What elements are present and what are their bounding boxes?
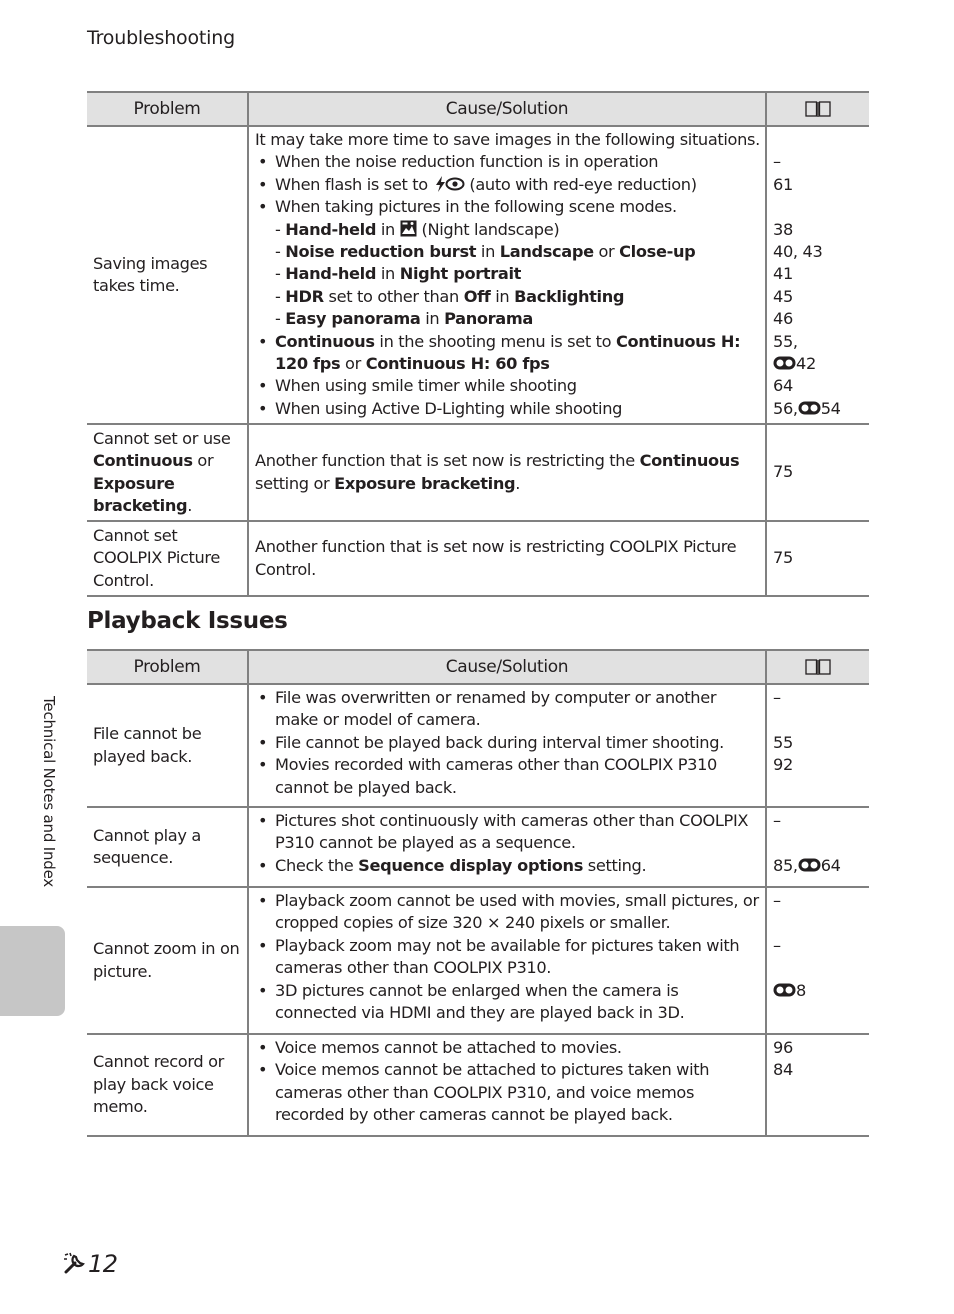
table-header-row <box>87 92 869 126</box>
reference-cell: 96 84 <box>766 1034 869 1136</box>
page-number: 12 <box>62 1250 118 1278</box>
side-tab-label: Technical Notes and Index <box>40 696 58 888</box>
reference-cell: – – 8 <box>766 887 869 1034</box>
list-item: • When the noise reduction function is in operation <box>255 151 761 173</box>
problem-cell: Cannot set COOLPIX Picture Control. <box>87 521 248 596</box>
problem-cell: Cannot zoom in on picture. <box>87 887 248 1034</box>
list-item: • Voice memos cannot be attached to movies. <box>255 1037 761 1059</box>
list-item: • Check the Sequence display options setting. <box>255 855 761 877</box>
page-header-title: Troubleshooting <box>87 27 235 49</box>
cause-column-header: Cause/Solution <box>248 650 766 684</box>
cause-cell: Another function that is set now is restricting COOLPIX Picture Control. <box>248 521 766 596</box>
problem-cell: File cannot be played back. <box>87 684 248 807</box>
problem-column-header: Problem <box>87 92 248 126</box>
flash-red-eye-icon <box>433 175 465 193</box>
list-item: • Playback zoom may not be available for pictures taken with <box>255 935 761 957</box>
list-item: • Voice memos cannot be attached to pictures taken with <box>255 1059 761 1081</box>
reference-cell: – 55 92 <box>766 684 869 807</box>
reference-section-icon <box>773 983 796 997</box>
list-item: • When taking pictures in the following scene modes. <box>255 196 761 218</box>
reference-section-icon <box>798 401 821 415</box>
night-landscape-icon <box>400 220 417 237</box>
book-icon <box>804 99 832 119</box>
table-row <box>87 887 869 1034</box>
reference-column-header <box>766 92 869 126</box>
cause-column-header: Cause/Solution <box>248 92 766 126</box>
cause-cell: • File was overwritten or renamed by computer or another make or model of camera. • File cannot be played back during interval timer shooting. • Movies recorded with cameras other than COOLPIX P310 cannot be played back. <box>248 684 766 807</box>
problem-cell: Cannot play a sequence. <box>87 807 248 887</box>
table-header-row <box>87 650 869 684</box>
cause-cell: • Pictures shot continuously with cameras other than COOLPIX P310 cannot be played as a sequence. • Check the Sequence display options setting. <box>248 807 766 887</box>
list-item: • Movies recorded with cameras other than COOLPIX P310 <box>255 754 761 776</box>
list-item: • Pictures shot continuously with cameras other than COOLPIX <box>255 810 761 832</box>
problem-cell: Cannot record or play back voice memo. <box>87 1034 248 1136</box>
problem-column-header: Problem <box>87 650 248 684</box>
list-item: • When flash is set to (auto with red-eye reduction) <box>255 174 761 196</box>
cause-cell: • Playback zoom cannot be used with movies, small pictures, or cropped copies of size 320 × 240 pixels or smaller. • Playback zoom may not be available for pictures taken with cameras other than COOLPIX P310. • 3D pictures cannot be enlarged when the camera is connected via HDMI and they are played back in 3D. <box>248 887 766 1034</box>
cause-cell: Another function that is set now is restricting the Continuous setting or Exposure bracketing. <box>248 424 766 521</box>
book-icon <box>804 657 832 677</box>
list-item: • File cannot be played back during interval timer shooting. <box>255 732 761 754</box>
side-tab <box>0 926 65 1016</box>
list-item: • Continuous in the shooting menu is set to Continuous H: <box>255 331 761 353</box>
reference-column-header <box>766 650 869 684</box>
reference-cell: – 85, 64 <box>766 807 869 887</box>
troubleshooting-table <box>87 91 869 597</box>
table-row <box>87 1034 869 1136</box>
list-item: • When using smile timer while shooting <box>255 375 761 397</box>
reference-cell: – 61 38 40, 43 41 45 46 55, 42 64 56, 54 <box>766 126 869 424</box>
list-item: • Playback zoom cannot be used with movies, small pictures, or <box>255 890 761 912</box>
reference-section-icon <box>773 356 796 370</box>
reference-cell: 75 <box>766 521 869 596</box>
reference-cell: 75 <box>766 424 869 521</box>
section-title: Playback Issues <box>87 608 288 634</box>
table-row <box>87 684 869 807</box>
cause-cell: It may take more time to save images in the following situations. • When the noise reduction function is in operation • When flash is set to (auto with red-eye reduction) • When taking pictures in the following scene modes. - Hand-held in (Night landscape) - Noise reduction burst in Landscape or Close-up - Hand-held in Night portrait - HDR set to other than Off in Backlighting - Easy panorama in Panorama • Continuous in the shooting menu is set to Continuous H: 120 fps or Continuous H: 60 fps • When using smile timer while shooting • When using Active D-Lighting while shooting <box>248 126 766 424</box>
list-item: • When using Active D-Lighting while shooting <box>255 398 761 420</box>
playback-issues-table <box>87 649 869 1137</box>
reference-section-icon <box>798 858 821 872</box>
table-row <box>87 424 869 521</box>
problem-cell: Saving images takes time. <box>87 126 248 424</box>
table-row <box>87 126 869 424</box>
wrench-icon <box>62 1251 88 1275</box>
cause-cell: • Voice memos cannot be attached to movies. • Voice memos cannot be attached to pictures taken with cameras other than COOLPIX P310, and voice memos recorded by other cameras cannot be played back. <box>248 1034 766 1136</box>
table-row <box>87 521 869 596</box>
problem-cell: Cannot set or use Continuous or Exposure bracketing. <box>87 424 248 521</box>
list-item: • 3D pictures cannot be enlarged when the camera is <box>255 980 761 1002</box>
table-row <box>87 807 869 887</box>
list-item: • File was overwritten or renamed by computer or another <box>255 687 761 709</box>
